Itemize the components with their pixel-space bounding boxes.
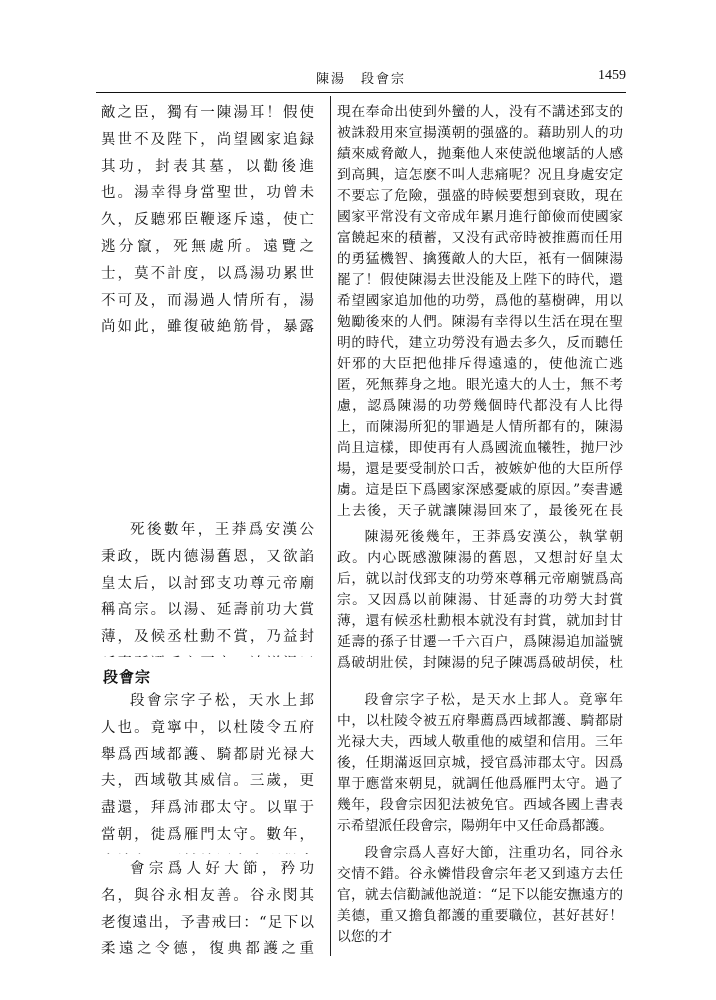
- section-heading: 段會宗: [103, 668, 152, 686]
- classical-paragraph-2: 死後數年，王莽爲安漢公秉政，既内德湯舊恩，又欲諂皇太后，以討郅支功尊元帝廟稱高宗。以湯、延壽前功大賞薄，及候丞杜勳不賞，乃益封: [101, 522, 315, 646]
- classical-paragraph-3: 段會宗字子松，天水上邽人也。竟寧中，以杜陵令五府舉爲西域都護、騎都尉光禄大夫，西域敬其威信。三歲，更盡還，拜爲沛郡太守。以單于當朝，徙爲雁門太守。數年，: [101, 693, 315, 843]
- running-title: 陳湯 段會宗: [315, 72, 406, 87]
- translation-paragraph-3: 段會宗字子松，是天水上邽人。竟寧年中，以杜陵令被五府舉薦爲西域都護、騎都尉光禄大夫，西域人敬重他的威望和信用。三年後，任期滿返回京城，授官爲沛郡太守。因爲單于應當來朝見，就調任他爲雁門太守。過了幾年，段會宗因犯法被免官。西域各國上書表示希望派任段會宗，陽朔年中又任命爲都護。: [337, 692, 623, 834]
- page-header: [96, 66, 626, 93]
- translation-paragraph-4: 段會宗爲人喜好大節，注重功名，同谷永交情不錯。谷永憐惜段會宗年老又到遠方去任官，就去信勸誡他説道：“足下以能安撫遠方的美德，重又擔負都護的重要職位，甚好甚好！以您的才: [337, 845, 623, 945]
- classical-paragraph-1: 敵之臣，獨有一陳湯耳！假使異世不及陛下，尚望國家追録其功，封表其墓，以勸後進也。湯幸得身當聖世，功曾未久，反聽邪臣鞭逐斥遠，使亡逃分竄，死無處所。遠覽之士，莫不計度，以爲湯功累世不可及，而湯過人情所有，湯尚如此，雖復破絶筋骨，暴露: [101, 105, 315, 336]
- classical-paragraph-4: 會宗爲人好大節，矜功名，與谷永相友善。谷永閔其老復遠出，予書戒曰：“足下以柔遠之令德，復典都護之重: [101, 861, 315, 958]
- page-number: 1459: [598, 68, 626, 83]
- column-divider: [330, 96, 331, 956]
- translation-paragraph-1: 現在奉命出使到外蠻的人，没有不講述郅支的被誅殺用來宣揚漢朝的强盛的。藉助别人的功績來威脅敵人，抛棄他人來使説他壞話的人感到高興，這怎麽不叫人悲痛呢？况且身處安定不要忘了危險，强盛的時候要想到衰敗，現在國家平常没有文帝成年累月進行節儉而使國家富饒起來的積蓄，又没有武帝時被推薦而任用的勇猛機智、擒獲敵人的大臣，衹有一個陳湯罷了！假使陳湯去世没能及上陛下的時代，還希望國家追加他的功勞，爲他的墓樹碑，用以勉勵後來的人們。陳湯有幸得以生活在現在聖明的時代，建立功勞没有過去多久，反而聽任奸邪的大臣把他排斥得遠遠的，使他流亡逃匿，死無葬身之地。眼光遠大的人士，無不考慮，認爲陳湯的功勞幾個時代都没有人比得上，而陳湯所犯的罪過是人情所都有的，陳湯尚且這樣，即使再有人爲國流血犧牲，抛尸沙場，還是要受制於口舌，被嫉妒他的大臣所俘虜。這是臣下爲國家深感憂戚的原因。”奏書遞上去後，天子就讓陳湯回來了，最後死在長: [337, 104, 623, 519]
- translation-paragraph-2: 陳湯死後幾年，王莽爲安漢公，執掌朝政。内心既感激陳湯的舊恩，又想討好皇太后，就以討伐郅支的功勞來尊稱元帝廟號爲高宗。又因爲以前陳湯、甘延壽的功勞大封賞薄，還有候丞杜勳根本就没有封賞，就加封甘延壽的孫子甘遷一千六百户，爲陳湯追加謚號爲破胡壯侯，封陳湯的兒子陳馮爲破胡侯，杜: [337, 529, 623, 671]
